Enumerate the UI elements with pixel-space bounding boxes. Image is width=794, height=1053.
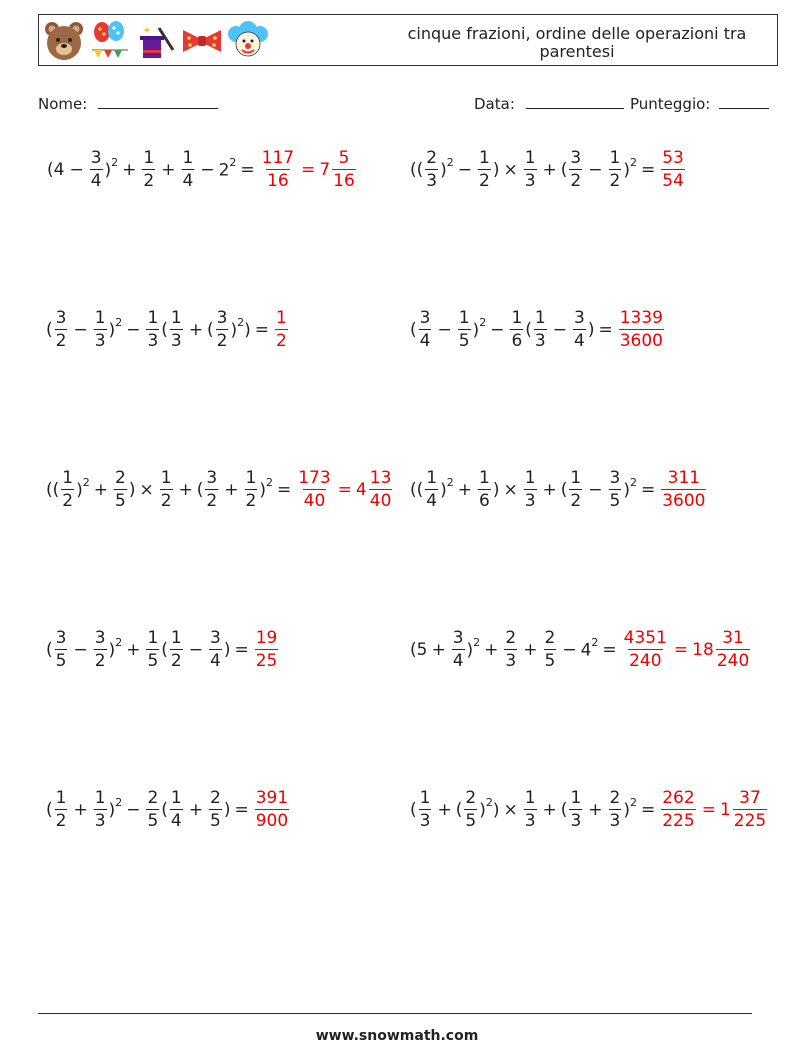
answer-fraction: $\frac{262}{225}$ [662,788,695,831]
score-label: Punteggio: [630,95,711,113]
score-field [630,94,769,113]
answer-fraction: $\frac{19}{25}$ [255,628,278,671]
worksheet-header [38,14,778,66]
answer-fraction: $\frac{4351}{240}$ [623,628,667,671]
bow-tie-icon [181,20,223,62]
problem-1: (4 − $\frac{3}{4}$ )$^2$ + $\frac{1}{2}$ + $\frac{1}{4}$ − $2^2$ = $\frac{117}{16}$ = 7 $\frac{5}{16}$ [47,148,355,191]
answer-mixed: $\frac{13}{40}$ [369,468,392,511]
problem-3: ( $\frac{3}{2}$ − $\frac{1}{3}$ )$^2$ − $\frac{1}{3}$ ( $\frac{1}{3}$ + ( $\frac{3}{2}$ )$^2$) = $\frac{1}{2}$ [46,308,287,351]
answer-fraction: $\frac{1}{2}$ [275,308,287,351]
answer-fraction: $\frac{173}{40}$ [298,468,331,511]
magic-hat-icon [135,20,177,62]
problem-4: ( $\frac{3}{4}$ − $\frac{1}{5}$ )$^2$ − $\frac{1}{6}$ ( $\frac{1}{3}$ − $\frac{3}{4}$ ) = $\frac{1339}{3600}$ [410,308,663,351]
problem-10: ( $\frac{1}{3}$ + ( $\frac{2}{5}$ )$^2$) × $\frac{1}{3}$ + ( $\frac{1}{3}$ + $\frac{2}{3}$ )$^2$ = $\frac{262}{225}$ = 1 $\frac{37}{225}$ [410,788,767,831]
answer-fraction: $\frac{53}{54}$ [662,148,684,191]
score-blank [719,94,769,109]
answer-fraction: $\frac{117}{16}$ [261,148,295,191]
date-blank [526,94,624,109]
footer-divider [38,1013,752,1014]
answer-mixed: $\frac{37}{225}$ [733,788,767,831]
problem-8: (5 + $\frac{3}{4}$ )$^2$ + $\frac{2}{3}$ + $\frac{2}{5}$ − $4^2$ = $\frac{4351}{240}$ = 18 $\frac{31}{240}$ [410,628,750,671]
clown-icon [227,20,269,62]
date-label: Data: [474,95,515,113]
date-field [474,94,624,113]
name-field [38,94,218,113]
worksheet-title: cinque frazioni, ordine delle operazioni tra parentesi [407,24,747,61]
answer-mixed: $\frac{31}{240}$ [716,628,750,671]
bear-icon [43,20,85,62]
problem-7: ( $\frac{3}{5}$ − $\frac{3}{2}$ )$^2$ + $\frac{1}{5}$ ( $\frac{1}{2}$ − $\frac{3}{4}$ ) = $\frac{19}{25}$ [46,628,278,671]
name-label: Nome: [38,95,88,113]
answer-fraction: $\frac{1339}{3600}$ [619,308,663,351]
footer-website[interactable]: www.snowmath.com [315,1028,479,1044]
problem-5: (( $\frac{1}{2}$ )$^2$ + $\frac{2}{5}$ ) × $\frac{1}{2}$ + ( $\frac{3}{2}$ + $\frac{1}{2}$ )$^2$ = $\frac{173}{40}$ = 4 $\frac{13}{40}$ [46,468,392,511]
balloons-icon [89,20,131,62]
problem-9: ( $\frac{1}{2}$ + $\frac{1}{3}$ )$^2$ − $\frac{2}{5}$ ( $\frac{1}{4}$ + $\frac{2}{5}$ ) = $\frac{391}{900}$ [46,788,289,831]
problem-6: (( $\frac{1}{4}$ )$^2$ + $\frac{1}{6}$ ) × $\frac{1}{3}$ + ( $\frac{1}{2}$ − $\frac{3}{5}$ )$^2$ = $\frac{311}{3600}$ [410,468,706,511]
answer-mixed: $\frac{5}{16}$ [333,148,355,191]
name-blank [98,94,218,109]
answer-fraction: $\frac{311}{3600}$ [662,468,706,511]
answer-fraction: $\frac{391}{900}$ [255,788,289,831]
problem-2: (( $\frac{2}{3}$ )$^2$ − $\frac{1}{2}$ ) × $\frac{1}{3}$ + ( $\frac{3}{2}$ − $\frac{1}{2}$ )$^2$ = $\frac{53}{54}$ [410,148,684,191]
header-icons [43,19,269,63]
